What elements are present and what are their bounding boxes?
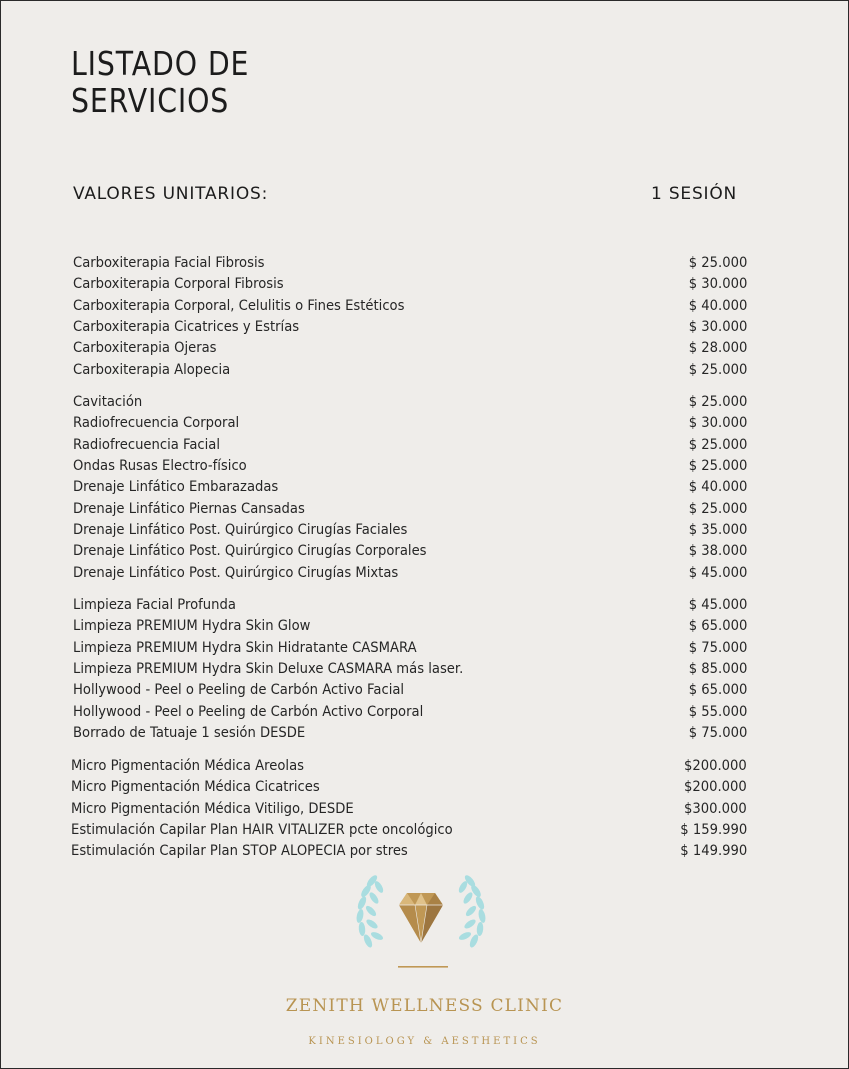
brand-tagline: KINESIOLOGY & AESTHETICS xyxy=(308,1036,541,1047)
service-price: $ 40.000 xyxy=(688,479,747,496)
service-price: $200.000 xyxy=(684,779,747,796)
service-row xyxy=(1,638,848,658)
service-name: Limpieza PREMIUM Hydra Skin Deluxe CASMARA más laser. xyxy=(73,661,464,678)
service-name: Carboxiterapia Facial Fibrosis xyxy=(73,255,265,271)
service-row xyxy=(1,659,848,679)
service-price: $200.000 xyxy=(684,758,747,774)
service-row xyxy=(1,680,848,700)
service-row xyxy=(1,392,848,412)
service-price: $ 85.000 xyxy=(688,661,747,678)
service-row xyxy=(1,777,848,797)
service-price: $ 40.000 xyxy=(688,297,747,314)
service-row xyxy=(1,413,848,433)
service-name: Limpieza Facial Profunda xyxy=(73,597,236,613)
service-name: Carboxiterapia Corporal, Celulitis o Fines Estéticos xyxy=(73,297,405,314)
service-price: $ 25.000 xyxy=(688,361,747,378)
service-name: Borrado de Tatuaje 1 sesión DESDE xyxy=(73,725,306,742)
service-price: $ 45.000 xyxy=(688,597,747,613)
service-row xyxy=(1,756,848,776)
service-row xyxy=(1,841,848,861)
service-row xyxy=(1,799,848,819)
service-price: $ 35.000 xyxy=(688,522,747,539)
diamond-laurel-icon xyxy=(341,863,501,973)
service-name: Drenaje Linfático Post. Quirúrgico Cirugías Corporales xyxy=(73,543,427,560)
service-price: $ 159.990 xyxy=(680,822,747,839)
service-name: Drenaje Linfático Post. Quirúrgico Cirugías Mixtas xyxy=(73,564,399,581)
service-row xyxy=(1,541,848,561)
service-price: $ 30.000 xyxy=(688,415,747,432)
service-price: $ 25.000 xyxy=(688,394,747,410)
service-name: Hollywood - Peel o Peeling de Carbón Activo Facial xyxy=(73,682,405,699)
title-line-1: LISTADO DE xyxy=(71,44,250,83)
service-price: $ 45.000 xyxy=(688,564,747,581)
service-name: Drenaje Linfático Post. Quirúrgico Cirugías Faciales xyxy=(73,522,408,539)
service-price: $ 75.000 xyxy=(688,639,747,656)
service-price: $ 55.000 xyxy=(688,703,747,720)
service-price: $ 65.000 xyxy=(688,682,747,699)
service-row xyxy=(1,520,848,540)
service-row xyxy=(1,595,848,615)
service-name: Micro Pigmentación Médica Vitiligo, DESDE xyxy=(71,800,354,817)
service-row xyxy=(1,360,848,380)
service-row xyxy=(1,702,848,722)
service-row xyxy=(1,820,848,840)
service-name: Ondas Rusas Electro-físico xyxy=(73,458,247,475)
service-row xyxy=(1,723,848,743)
service-price: $ 30.000 xyxy=(688,276,747,293)
service-price: $ 25.000 xyxy=(688,458,747,475)
column-header-price: 1 SESIÓN xyxy=(651,184,738,204)
service-row xyxy=(1,435,848,455)
service-name: Estimulación Capilar Plan STOP ALOPECIA por stres xyxy=(71,843,408,860)
service-price: $ 25.000 xyxy=(688,500,747,517)
service-price: $ 30.000 xyxy=(688,319,747,336)
service-name: Carboxiterapia Corporal Fibrosis xyxy=(73,276,284,293)
service-price: $ 65.000 xyxy=(688,618,747,635)
service-name: Carboxiterapia Cicatrices y Estrías xyxy=(73,319,300,336)
service-name: Limpieza PREMIUM Hydra Skin Glow xyxy=(73,618,311,635)
service-row xyxy=(1,616,848,636)
service-row xyxy=(1,456,848,476)
service-row xyxy=(1,274,848,294)
service-name: Estimulación Capilar Plan HAIR VITALIZER pcte oncológico xyxy=(71,822,453,839)
service-name: Micro Pigmentación Médica Cicatrices xyxy=(71,779,320,796)
service-name: Limpieza PREMIUM Hydra Skin Hidratante CASMARA xyxy=(73,639,417,656)
service-price: $300.000 xyxy=(684,800,747,817)
service-name: Hollywood - Peel o Peeling de Carbón Activo Corporal xyxy=(73,703,424,720)
service-name: Micro Pigmentación Médica Areolas xyxy=(71,758,305,774)
brand-name: ZENITH WELLNESS CLINIC xyxy=(285,996,564,1016)
service-name: Drenaje Linfático Piernas Cansadas xyxy=(73,500,305,517)
service-name: Radiofrecuencia Facial xyxy=(73,436,221,453)
service-name: Carboxiterapia Alopecia xyxy=(73,361,231,378)
service-price: $ 28.000 xyxy=(688,340,747,357)
service-row xyxy=(1,296,848,316)
column-header-services: VALORES UNITARIOS: xyxy=(73,184,269,204)
service-row xyxy=(1,253,848,273)
service-row xyxy=(1,317,848,337)
service-row xyxy=(1,338,848,358)
service-row xyxy=(1,563,848,583)
service-price: $ 38.000 xyxy=(688,543,747,560)
service-name: Radiofrecuencia Corporal xyxy=(73,415,240,432)
service-price: $ 149.990 xyxy=(680,843,747,860)
service-row xyxy=(1,477,848,497)
service-name: Cavitación xyxy=(73,394,143,410)
service-price: $ 75.000 xyxy=(688,725,747,742)
service-name: Drenaje Linfático Embarazadas xyxy=(73,479,279,496)
service-price: $ 25.000 xyxy=(688,436,747,453)
title-line-2: SERVICIOS xyxy=(71,81,230,120)
service-name: Carboxiterapia Ojeras xyxy=(73,340,217,357)
service-row xyxy=(1,499,848,519)
service-price: $ 25.000 xyxy=(688,255,747,271)
